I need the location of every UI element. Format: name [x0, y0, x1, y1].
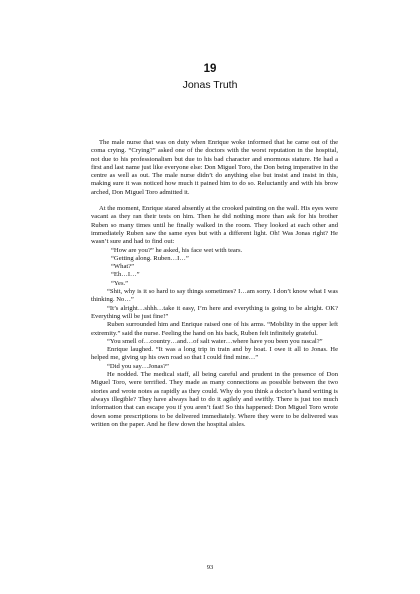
page-number: 93 — [206, 564, 214, 571]
dialogue-line: “You smell of…country…and…of salt water…where have you been you rascal?” — [107, 337, 323, 345]
dialogue-line: “How are you?” he asked, his face wet with tears. — [111, 246, 243, 254]
paragraph: He nodded. The medical staff, all being careful and prudent in the presence of Don Miguel Toro, were terrified. They made as many connections as possible between the two stories and wrote notes as rapidly as they could. Why do you think a doctor’s hand writing is always illegible? They have always had to do it agilely and swiftly. There is just too much information that can escape you if you aren’t fast! So this happened: Don Miguel Toro wrote down some prescriptions to be delivered immediately. Where they were to be delivered was written on the paper. And he flew down the hospital aisles. — [91, 371, 338, 428]
paragraph: The male nurse that was on duty when Enrique woke informed that he came out of the coma crying. “Crying?” asked one of the doctors with the worst reputation in the hospital, not due to his professionalism but due to his bad character and enormous stature. He had a first and last name just like everyone else: Don Miguel Toro, the Don being imperative in the centre as well as out. The male nurse didn’t do anything else but insist and insist in this, making sure it was noticed how much it pained him to do so. Reluctantly and with his brow arched, Don Miguel Toro admitted it. — [91, 139, 338, 196]
chapter-number: 19 — [203, 63, 217, 75]
dialogue-line: “It’s alright…shhh…take it easy, I’m here and everything is going to be alright. OK? Everything will be just fine!” — [91, 304, 338, 320]
dialogue-line: “Did you say…Jonas?” — [107, 362, 169, 370]
chapter-title: Jonas Truth — [182, 79, 238, 91]
paragraph: At the moment, Enrique stared absently at the crooked painting on the wall. His eyes were vacant as they ran their tests on him. Then he did nothing more than ask for his brother Ruben so many times until he finally walked in the room. They looked at each other and immediately Ruben saw the same eyes but with a different light. Oh! Was Jonas right? He wasn’t sure and had to find out: — [91, 205, 338, 246]
paragraph: Ruben surrounded him and Enrique raised one of his arms. “Mobility in the upper left extremity.” said the nurse. Feeling the hand on his back, Ruben felt infinitely grateful. — [91, 321, 338, 337]
dialogue-line: “What?” — [111, 263, 135, 271]
dialogue-line: “Shit, why is it so hard to say things sometimes? I…am sorry. I don’t know what I was thinking. No…” — [91, 288, 338, 304]
paragraph: Enrique laughed. “It was a long trip in train and by boat. I owe it all to Jonas. He helped me, giving up his own road so that I could find mine…” — [91, 346, 338, 362]
chapter-body — [91, 139, 338, 429]
dialogue-line: “Eh…I…” — [111, 271, 140, 279]
dialogue-line: “Getting along. Ruben…I…” — [111, 254, 189, 262]
dialogue-line: “Yes.” — [111, 279, 129, 287]
